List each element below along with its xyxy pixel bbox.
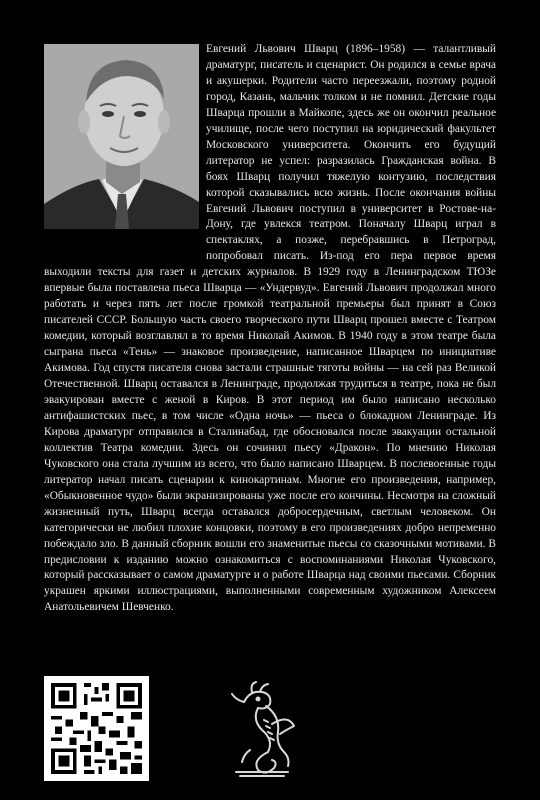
biography-text: Евгений Львович Шварц (1896–1958) — талантливый драматург, писатель и сценарист. Он родился в семье врача и акушерки. Родители часто переезжали, поэтому родной город, Казань, мальчик толком и не помнил. Детские годы Шварца прошли в Майкопе, здесь же он окончил реальное училище, после чего поступил на юридический факультет Московского университета. Окончить его будущий литератор не успел: разразилась Гражданская война. В боях Шварц получил тяжелую контузию, последствия которой сказывались всю жизнь. После окончания войны Евгений Львович поступил в университет в Ростове-на-Дону, где увлекся театром. Поначалу Шварц играл в спектаклях, а позже, перебравшись в Петроград, попробовал писать. Из-под его пера первое время выходили тексты для газет и детских журналов. В 1929 году в Ленинградском ТЮЗе впервые была поставлена пьеса Шварца — «Ундервуд». Евгений Львович продолжал много работать и через пять лет после громкой театральной премьеры был принят в Союз писателей СССР. Большую часть своего творческого пути Шварц прошел вместе с Театром комедии, который возглавлял в то время Николай Акимов. В 1940 году в этом театре была сыграна пьеса «Тень» — знаковое произведение, написанное Шварцем по инициативе Акимова. Год спустя писателя снова застали страшные тяготы войны — на сей раз Великой Отечественной. Шварц оставался в Ленинграде, продолжая трудиться в театре, пока не был эвакуирован вместе с женой в Киров. В этот период им было написано несколько антифашистских пьес, в том числе «Одна ночь» — пьеса о блокадном Ленинграде. Из Кирова драматург отправился в Сталинабад, где обосновался после эвакуации остальной коллектив Театра комедии. Здесь он сочинил пьесу «Дракон». По мнению Николая Чуковского она стала лучшим из всего, что было написано Шварцем. В послевоенные годы литератор начал писать сценарии к кинокартинам. Многие его произведения, например, «Обыкновенное чудо» были экранизированы уже после его кончины. Несмотря на сложный жизненный путь, Шварц всегда оставался добросердечным, светлым человеком. Он категорически не любил плохие концовки, поэтому в его произведениях добро непременно побеждало зло. В данный сборник вошли его знаменитые пьесы со сказочными мотивами. В предисловии к изданию можно ознакомиться с воспоминаниями Николая Чуковского, который рассказывает о самом драматурге и о работе Шварца над своими пьесами. Сборник украшен яркими иллюстрациями, выполненными современным художником Алексеем Анатольевичем Шевченко. bbox=[44, 43, 496, 614]
dragon-emblem-icon bbox=[222, 680, 302, 780]
qr-code-icon bbox=[44, 676, 149, 781]
author-biography bbox=[44, 42, 496, 616]
portrait-spacer bbox=[44, 42, 206, 254]
